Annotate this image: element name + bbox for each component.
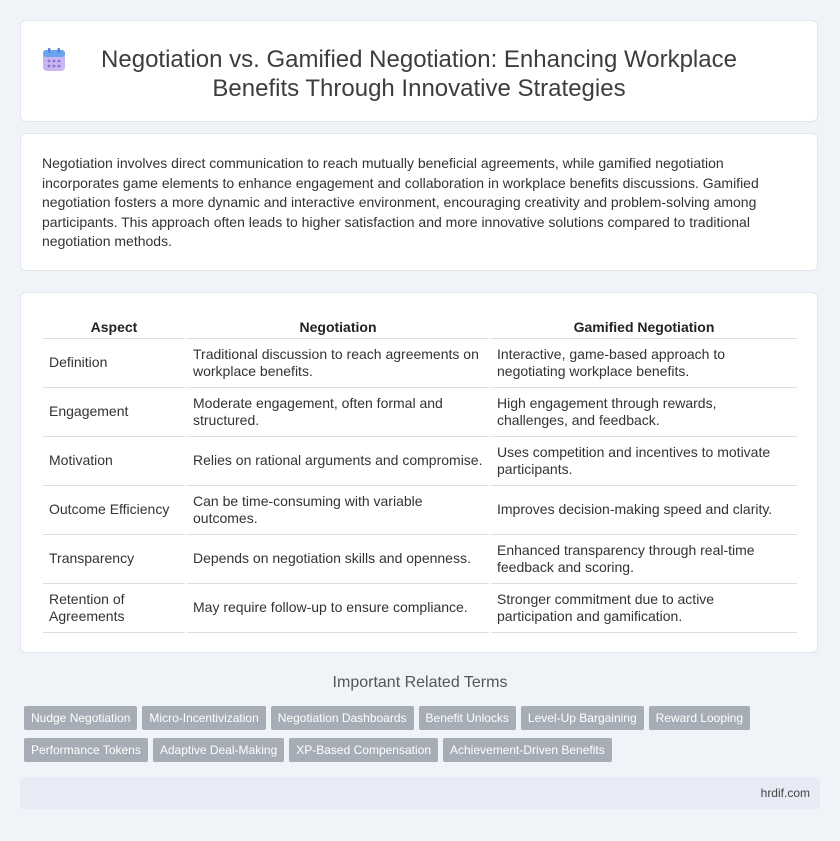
page-title: Negotiation vs. Gamified Negotiation: Enhancing Workplace Benefits Through Innovative Strategies bbox=[101, 46, 737, 102]
related-term-tag[interactable]: XP-Based Compensation bbox=[289, 738, 438, 762]
table-row bbox=[43, 535, 797, 584]
aspect-cell: Transparency bbox=[43, 535, 185, 584]
gamified-cell: Stronger commitment due to active participation and gamification. bbox=[491, 584, 797, 633]
related-terms-heading: Important Related Terms bbox=[332, 674, 508, 691]
negotiation-cell: Depends on negotiation skills and openness. bbox=[187, 535, 489, 584]
aspect-cell: Motivation bbox=[43, 437, 185, 486]
negotiation-cell: Traditional discussion to reach agreements on workplace benefits. bbox=[187, 339, 489, 388]
related-terms-list bbox=[24, 706, 804, 770]
related-term-tag[interactable]: Level-Up Bargaining bbox=[521, 706, 644, 730]
aspect-cell: Definition bbox=[43, 339, 185, 388]
gamified-cell: Uses competition and incentives to motivate participants. bbox=[491, 437, 797, 486]
table-row bbox=[43, 388, 797, 437]
comparison-card bbox=[20, 292, 818, 653]
related-term-tag[interactable]: Adaptive Deal-Making bbox=[153, 738, 284, 762]
table-row bbox=[43, 584, 797, 633]
related-term-tag[interactable]: Achievement-Driven Benefits bbox=[443, 738, 612, 762]
related-term-tag[interactable]: Micro-Incentivization bbox=[142, 706, 265, 730]
related-term-tag[interactable]: Nudge Negotiation bbox=[24, 706, 137, 730]
gamified-cell: High engagement through rewards, challenges, and feedback. bbox=[491, 388, 797, 437]
gamified-cell: Interactive, game-based approach to negotiating workplace benefits. bbox=[491, 339, 797, 388]
aspect-cell: Retention of Agreements bbox=[43, 584, 185, 633]
aspect-cell: Outcome Efficiency bbox=[43, 486, 185, 535]
related-term-tag[interactable]: Reward Looping bbox=[649, 706, 750, 730]
negotiation-cell: Relies on rational arguments and compromise. bbox=[187, 437, 489, 486]
column-header-negotiation: Negotiation bbox=[187, 313, 489, 339]
intro-paragraph: Negotiation involves direct communication to reach mutually beneficial agreements, while gamified negotiation incorporates game elements to enhance engagement and collaboration in workplace benefits discussions. Gamified negotiation fosters a more dynamic and interactive environment, encouraging creativity and problem-solving among participants. This approach often leads to higher satisfaction and more innovative solutions compared to traditional negotiation methods. bbox=[42, 155, 759, 249]
gamified-cell: Improves decision-making speed and clarity. bbox=[491, 486, 797, 535]
negotiation-cell: Moderate engagement, often formal and structured. bbox=[187, 388, 489, 437]
footer bbox=[20, 777, 820, 809]
header-card bbox=[20, 20, 818, 122]
table-row bbox=[43, 437, 797, 486]
related-term-tag[interactable]: Benefit Unlocks bbox=[419, 706, 516, 730]
table-row bbox=[43, 486, 797, 535]
table-header-row bbox=[43, 313, 797, 339]
calendar-icon bbox=[41, 47, 67, 73]
column-header-aspect: Aspect bbox=[43, 313, 185, 339]
negotiation-cell: May require follow-up to ensure compliance. bbox=[187, 584, 489, 633]
negotiation-cell: Can be time-consuming with variable outcomes. bbox=[187, 486, 489, 535]
footer-site-link[interactable]: hrdif.com bbox=[760, 786, 810, 800]
table-row bbox=[43, 339, 797, 388]
related-term-tag[interactable]: Negotiation Dashboards bbox=[271, 706, 414, 730]
intro-card bbox=[20, 133, 818, 271]
comparison-table bbox=[41, 313, 799, 633]
column-header-gamified: Gamified Negotiation bbox=[491, 313, 797, 339]
related-term-tag[interactable]: Performance Tokens bbox=[24, 738, 148, 762]
aspect-cell: Engagement bbox=[43, 388, 185, 437]
gamified-cell: Enhanced transparency through real-time feedback and scoring. bbox=[491, 535, 797, 584]
